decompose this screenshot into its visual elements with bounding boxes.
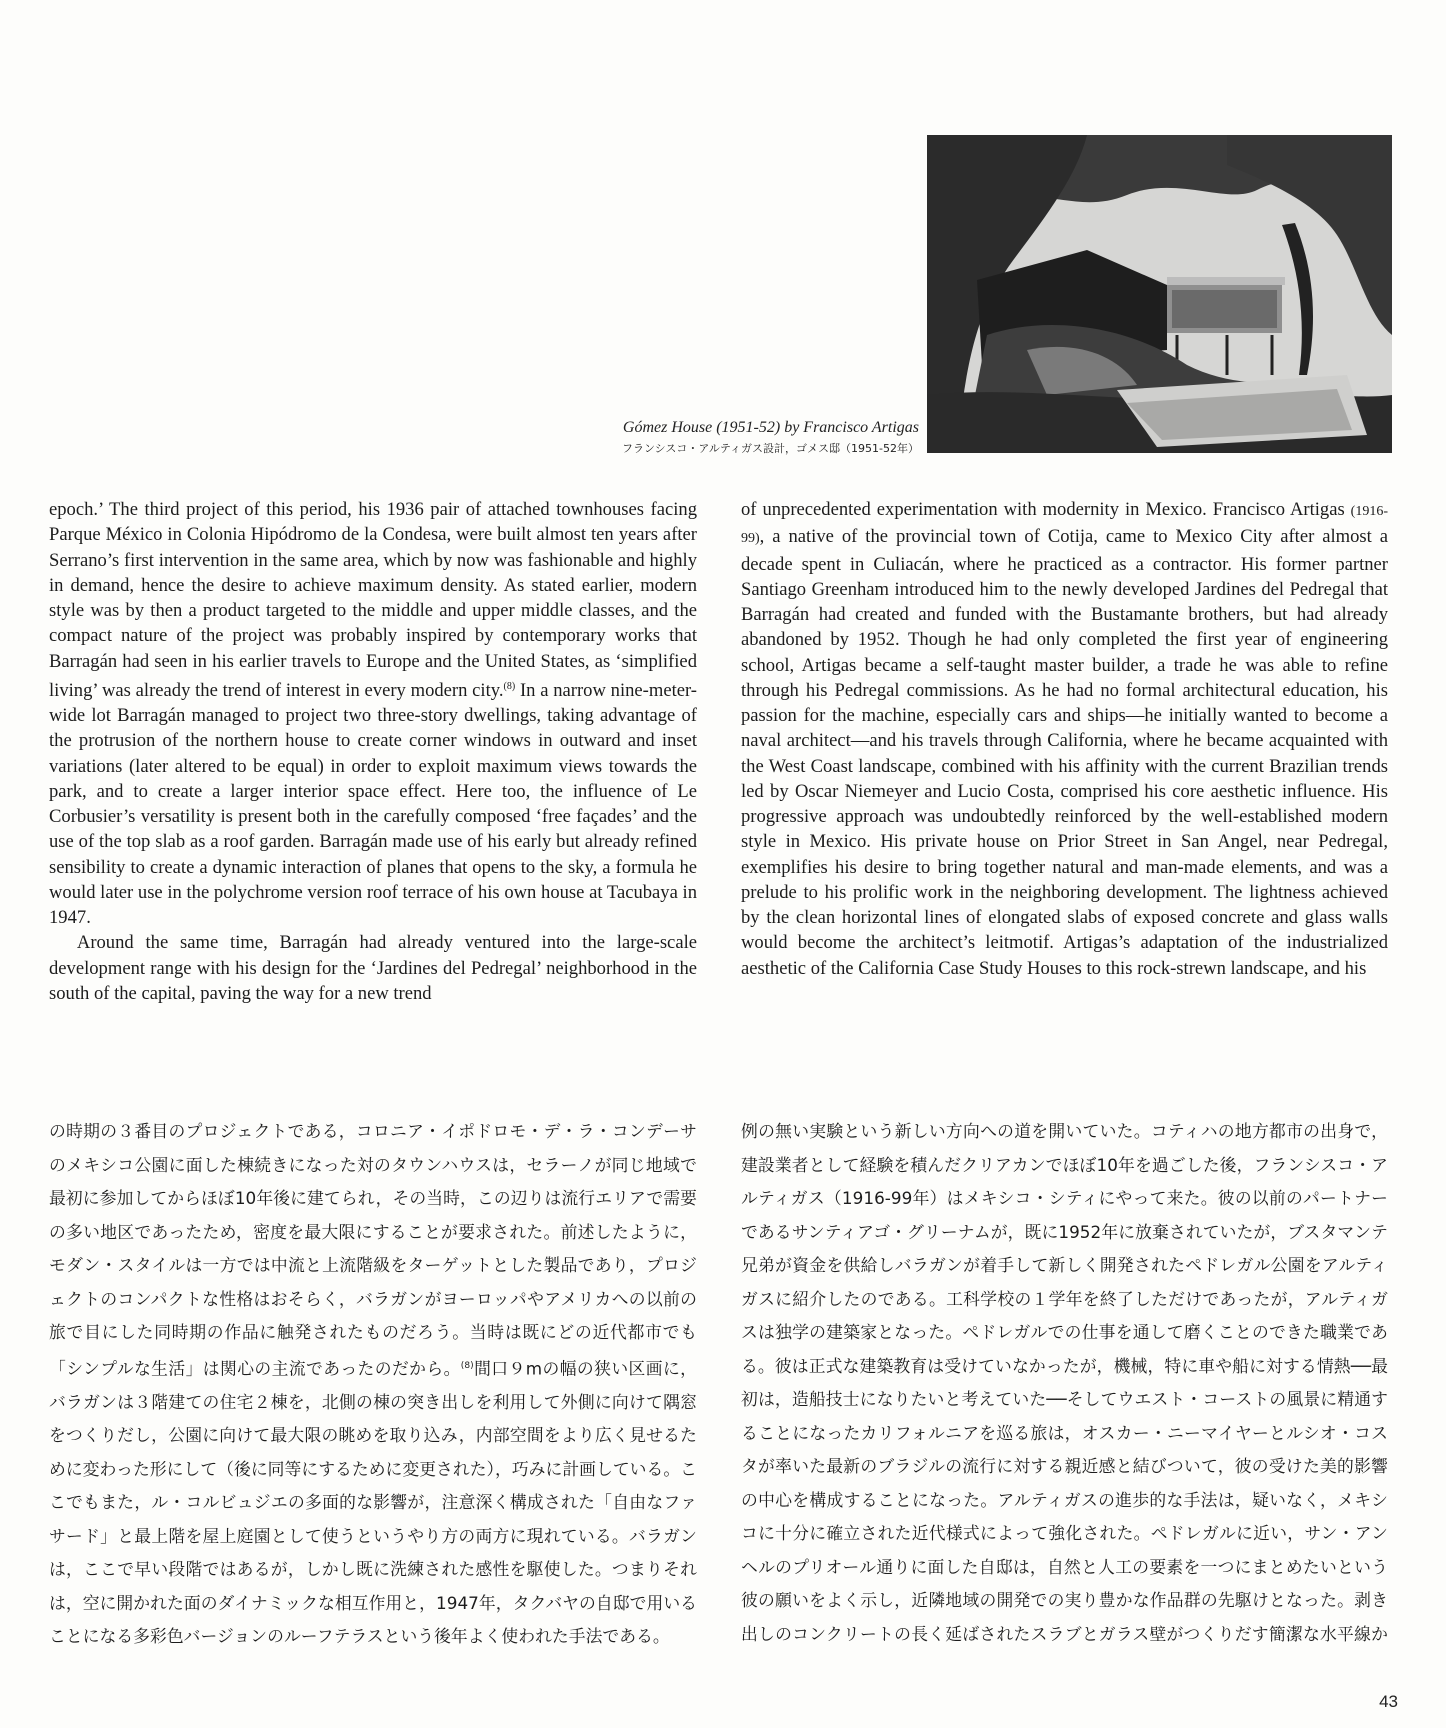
photo-illustration [927,135,1392,453]
figure-caption-ja: フランシスコ・アルティガス設計，ゴメス邸（1951-52年） [621,442,919,455]
japanese-right-paragraph-1: 例の無い実験という新しい方向への道を開いていた。コティハの地方都市の出身で，建設業者として経験を積んだクリアカンでほぼ10年を過ごした後，フランシスコ・アルティガス（1916-99年）はメキシコ・シティにやって来た。彼の以前のパートナーであるサンティアゴ・グリーナムが，既に1952年に放棄されていたが，ブスタマンテ兄弟が資金を供給しバラガンが着手して新しく開発されたペドレガル公園をアルティガスに紹介したのである。工科学校の１学年を終了しただけであったが，アルティガスは独学の建築家となった。ペドレガルでの仕事を通して磨くことのできた職業である。彼は正式な建築教育は受けていなかったが，機械，特に車や船に対する情熱──最初は，造船技士になりたいと考えていた──そしてウエスト・コーストの風景に精通することになったカリフォルニアを巡る旅は，オスカー・ニーマイヤーとルシオ・コスタが率いた最新のブラジルの流行に対する親近感と結びついて，彼の受けた美的影響の中心を構成することになった。アルティガスの進歩的な手法は，疑いなく，メキシコに十分に確立された近代様式によって強化された。ペドレガルに近い，サン・アンヘルのプリオール通りに面した自邸は，自然と人工の要素を一つにまとめたいという彼の願いをよく示し，近隣地域の開発での実り豊かな作品群の先駆けとなった。剥き出しのコンクリートの長く延ばされたスラブとガラス壁がつくりだす簡潔な水平線か [741,1121,1388,1644]
english-left-paragraph-2: Around the same time, Barragán had already ventured into the large-scale development range with his design for the ‘Jardines del Pedregal’ neighborhood in the south of the capital, paving the way for a new trend [49,932,697,1004]
footnote-marker: (8) [503,680,516,692]
page-number: 43 [1379,1692,1398,1711]
japanese-left-paragraph-2 [49,1654,697,1655]
english-column-left [49,497,697,1006]
japanese-column-right [741,1115,1388,1655]
footnote-marker-ja: (8) [460,1360,474,1371]
english-column-right [741,497,1388,981]
gomez-house-photo [927,135,1392,453]
english-left-paragraph-1: epoch.’ The third project of this period, his 1936 pair of attached townhouses facing Parque México in Colonia Hipódromo de la Condesa, were built almost ten years after Serrano’s first intervention in the same area, which by now was fashionable and highly in demand, hence the desire to achieve maximum density. As stated earlier, modern style was by then a product targeted to the middle and upper middle classes, and the compact nature of the project was probably inspired by contemporary works that Barragán had seen in his earlier travels to Europe and the United States, as ‘simplified living’ was already the trend of interest in every modern city.$^{(8)}$ In a narrow nine-meter-wide lot Barragán managed to project two three-story dwellings, taking advantage of the protrusion of the northern house to create corner windows in outward and inset variations (later altered to be equal) in order to exploit maximum views towards the park, and to create a larger interior space effect. Here too, the influence of Le Corbusier’s versatility is present both in the carefully composed ‘free façades’ and the use of the top slab as a roof garden. Barragán made use of his early but already refined sensibility to create a dynamic interaction of planes that opens to the sky, a formula he would later use in the polychrome version roof terrace of his own house at Tacubaya in 1947. [49,499,698,929]
japanese-column-left [49,1115,697,1655]
english-right-paragraph-1: of unprecedented experimentation with modernity in Mexico. Francisco Artigas (1916-99), a native of the provincial town of Cotija, came to Mexico City after almost a decade spent in Culiacán, where he practiced as a contractor. His former partner Santiago Greenham introduced him to the newly developed Jardines del Pedregal that Barragán had created and funded with the Bustamante brothers, but had already abandoned by 1952. Though he had only completed the first year of engineering school, Artigas became a self-taught master builder, a trade he was able to refine through his Pedregal commissions. As he had no formal architectural education, his passion for the machine, especially cars and ships—he initially wanted to become a naval architect—and his travels through California, where he became acquainted with the West Coast landscape, combined with his affinity with the current Brazilian trends led by Oscar Niemeyer and Lucio Costa, comprised his core aesthetic influence. His progressive approach was undoubtedly reinforced by the well-established modern style in Mexico. His private house on Prior Street in San Angel, near Pedregal, exemplifies his desire to bring together natural and man-made elements, and was a prelude to his prolific work in the neighboring development. The lightness achieved by the clean horizontal lines of elongated slabs of exposed concrete and glass walls would become the architect’s leitmotif. Artigas’s adaptation of the industrialized aesthetic of the California Case Study Houses to this rock-strewn landscape, and his [741,499,1388,979]
artigas-years: (1916-99) [741,504,1388,547]
figure-caption-en: Gómez House (1951-52) by Francisco Artigas [622,419,919,436]
japanese-left-paragraph-1: の時期の３番目のプロジェクトである，コロニア・イポドロモ・デ・ラ・コンデーサのメキシコ公園に面した棟続きになった対のタウンハウスは，セラーノが同じ地域で最初に参加してからほぼ10年後に建てられ，その当時，この辺りは流行エリアで需要の多い地区であったため，密度を最大限にすることが要求された。前述したように，モダン・スタイルは一方では中流と上流階級をターゲットとした製品であり，プロジェクトのコンパクトな性格はおそらく，バラガンがヨーロッパやアメリカへの以前の旅で目にした同時期の作品に触発されたものだろう。当時は既にどの近代都市でも「シンプルな生活」は関心の主流であったのだから。$^{(8)}$間口９mの幅の狭い区画に，バラガンは３階建ての住宅２棟を，北側の棟の突き出しを利用して外側に向けて隅窓をつくりだし，公園に向けて最大限の眺めを取り込み，内部空間をより広く見せるために変わった形にして（後に同等にするために変更された），巧みに計画している。ここでもまた，ル・コルビュジエの多面的な影響が，注意深く構成された「自由なファサード」と最上階を屋上庭園として使うというやり方の両方に現れている。バラガンは，ここで早い段階ではあるが，しかし既に洗練された感性を駆使した。つまりそれは，空に開かれた面のダイナミックな相互作用と，1947年，タクバヤの自邸で用いることになる多彩色バージョンのルーフテラスという後年よく使われた手法である。 [49,1121,697,1647]
